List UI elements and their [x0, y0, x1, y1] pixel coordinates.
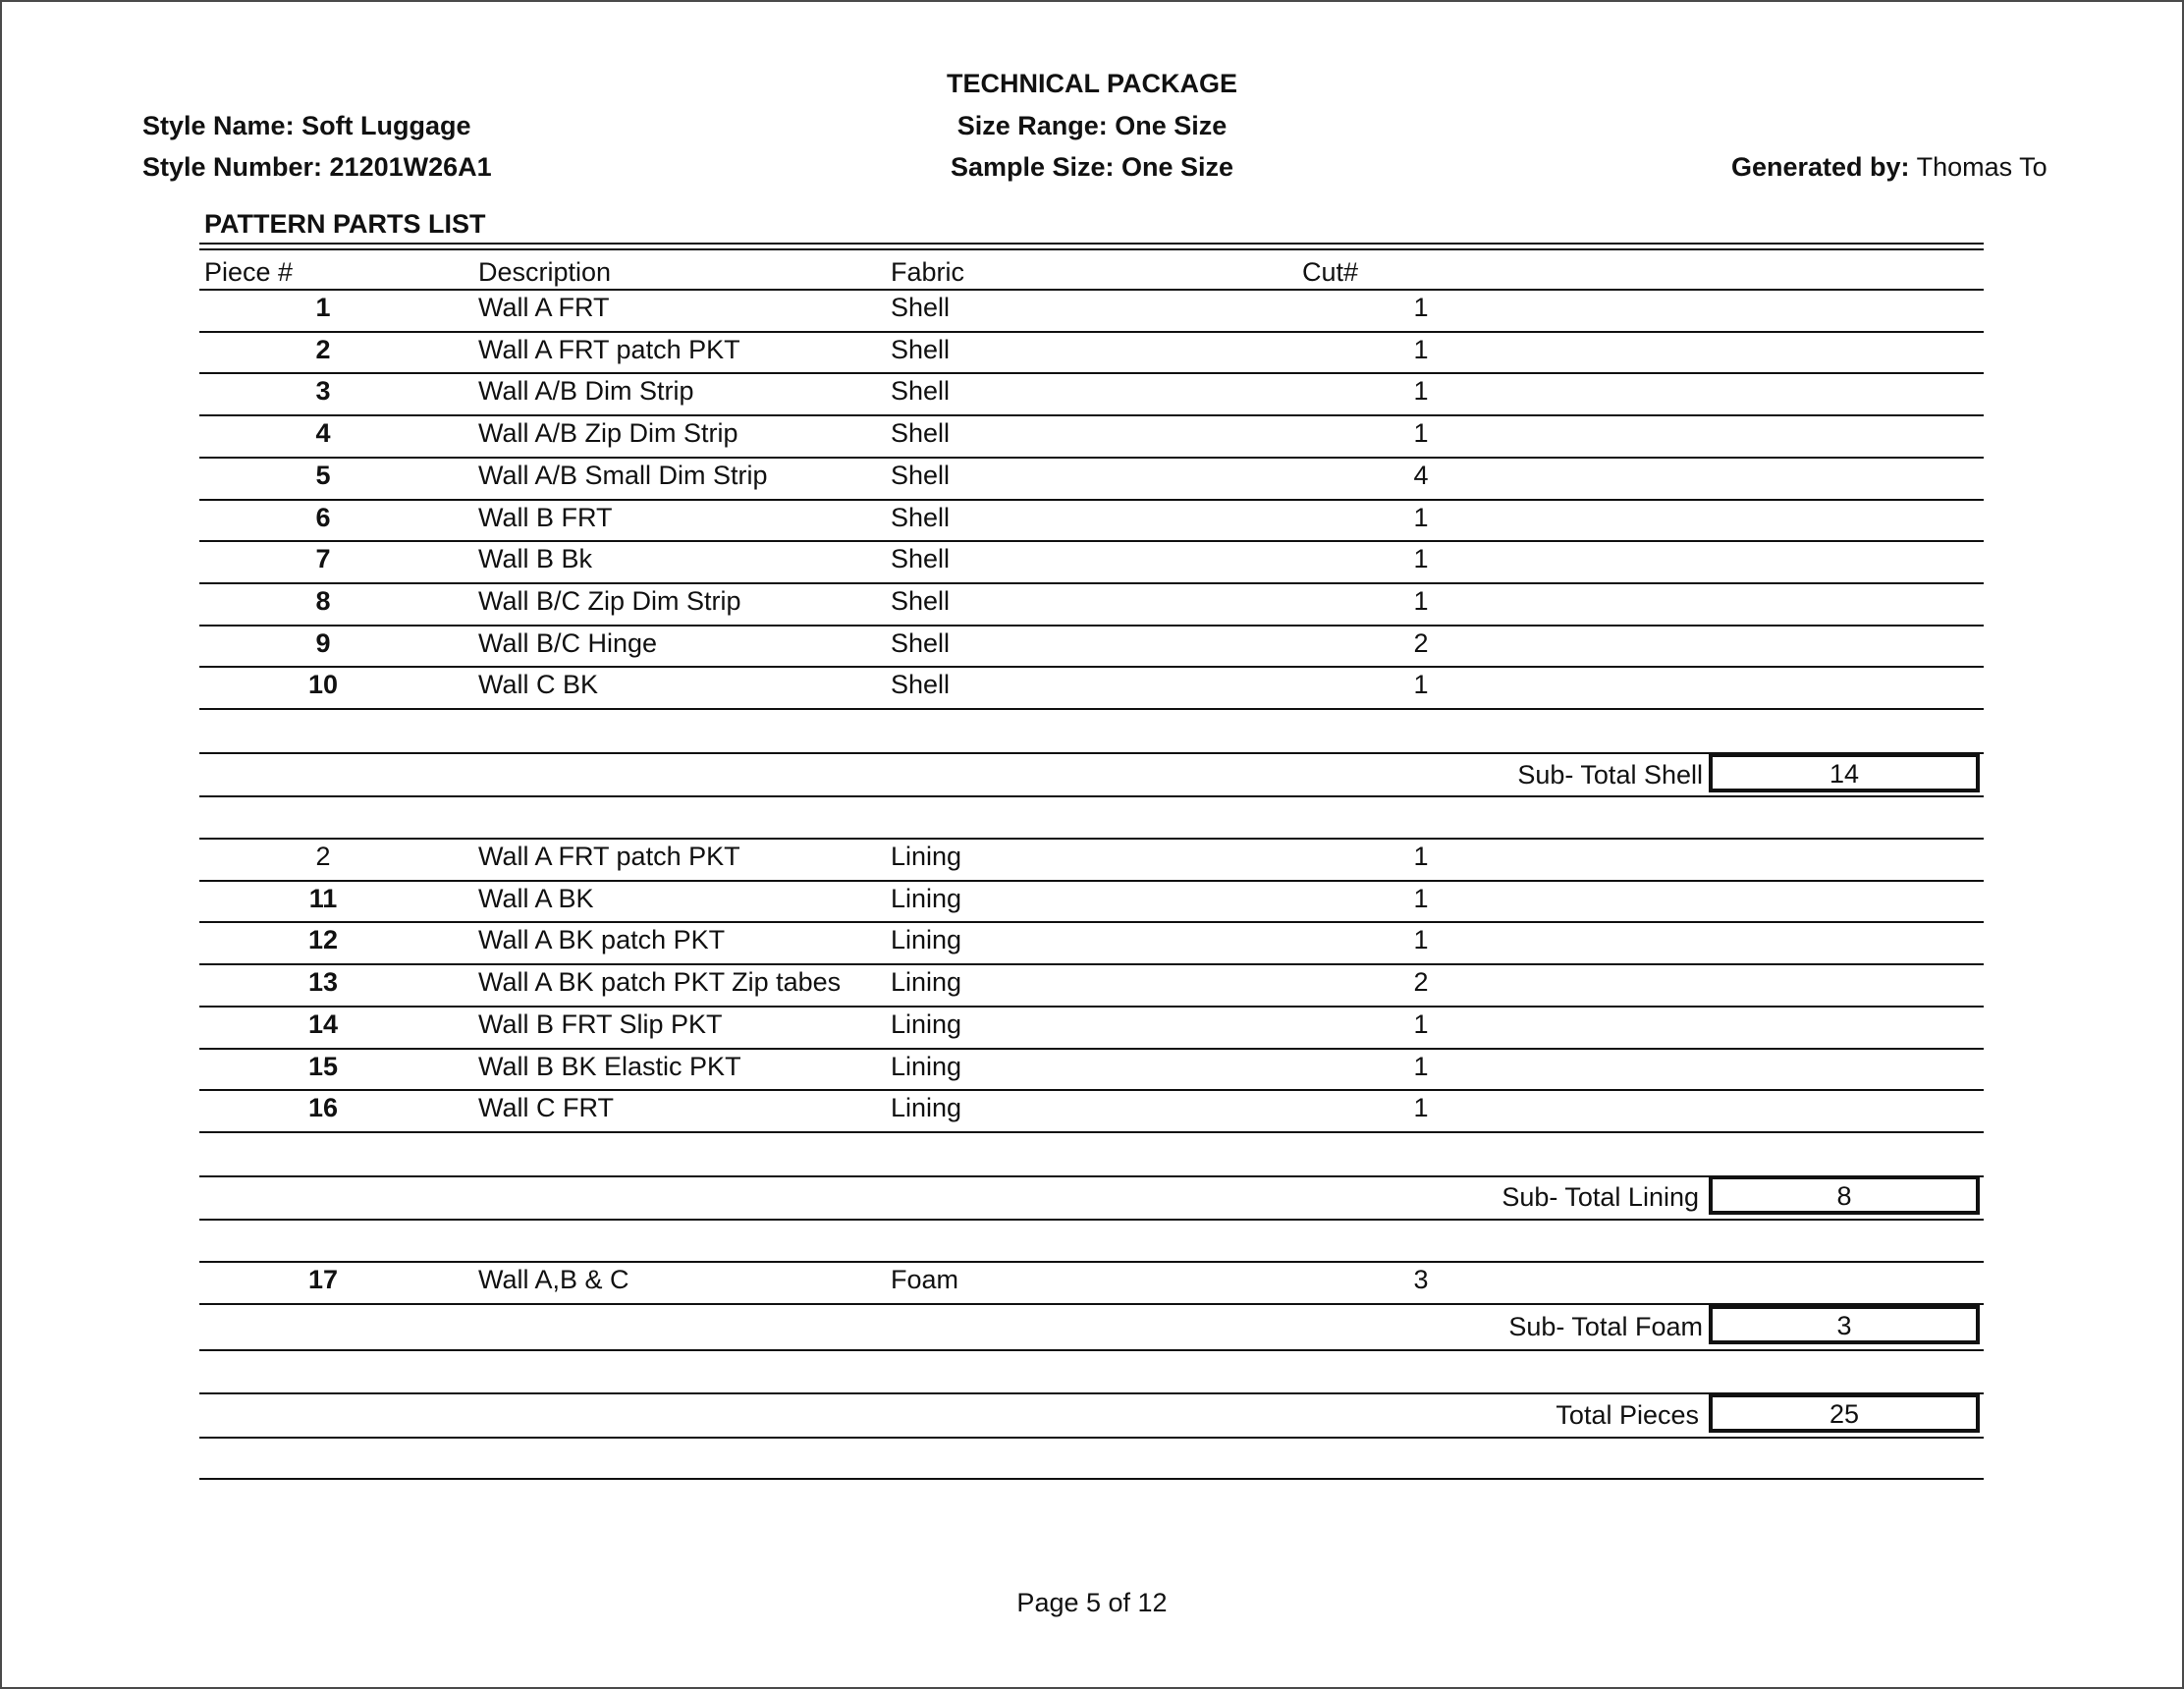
piece-fabric: Shell	[891, 461, 951, 490]
piece-number: 14	[307, 1009, 339, 1039]
piece-cut-count: 1	[1413, 503, 1429, 532]
piece-description: Wall A/B Small Dim Strip	[478, 461, 768, 490]
piece-description: Wall B FRT Slip PKT	[478, 1009, 723, 1039]
row-rule	[199, 1261, 1984, 1263]
row-rule	[199, 1349, 1984, 1351]
piece-fabric: Lining	[891, 842, 962, 871]
row-rule	[199, 1006, 1984, 1008]
row-rule	[199, 708, 1984, 710]
piece-description: Wall A FRT	[478, 293, 610, 322]
piece-description: Wall A BK patch PKT Zip tabes	[478, 967, 842, 997]
row-rule	[199, 457, 1984, 459]
piece-description: Wall A BK patch PKT	[478, 925, 726, 954]
piece-number: 17	[307, 1265, 339, 1294]
piece-number: 13	[307, 967, 339, 997]
piece-fabric: Lining	[891, 967, 962, 997]
subtotal-lining-value: 8	[1709, 1175, 1980, 1215]
piece-fabric: Shell	[891, 670, 951, 699]
piece-fabric: Lining	[891, 1052, 962, 1081]
column-header-fabric: Fabric	[891, 257, 965, 287]
piece-cut-count: 1	[1413, 418, 1429, 448]
piece-cut-count: 3	[1413, 1265, 1429, 1294]
row-rule	[199, 963, 1984, 965]
piece-description: Wall C FRT	[478, 1093, 614, 1122]
row-rule	[199, 414, 1984, 416]
subtotal-shell-value: 14	[1709, 753, 1980, 792]
piece-fabric: Lining	[891, 1093, 962, 1122]
document-title: TECHNICAL PACKAGE	[946, 69, 1238, 98]
piece-cut-count: 1	[1413, 335, 1429, 364]
subtotal-foam-value: 3	[1709, 1305, 1980, 1344]
header-rule-top	[199, 243, 1984, 245]
row-rule	[199, 289, 1984, 291]
row-rule	[199, 1437, 1984, 1439]
column-header-piece: Piece #	[204, 257, 294, 287]
piece-cut-count: 1	[1413, 544, 1429, 573]
piece-description: Wall A,B & C	[478, 1265, 629, 1294]
piece-fabric: Lining	[891, 884, 962, 913]
piece-number: 10	[307, 670, 339, 699]
piece-cut-count: 1	[1413, 293, 1429, 322]
piece-number: 4	[315, 418, 331, 448]
row-rule	[199, 1089, 1984, 1091]
piece-fabric: Shell	[891, 586, 951, 616]
row-rule	[199, 582, 1984, 584]
piece-number: 15	[307, 1052, 339, 1081]
piece-fabric: Shell	[891, 418, 951, 448]
row-rule	[199, 1131, 1984, 1133]
piece-cut-count: 1	[1413, 586, 1429, 616]
column-header-cut: Cut#	[1302, 257, 1359, 287]
piece-cut-count: 1	[1413, 884, 1429, 913]
column-header-description: Description	[478, 257, 612, 287]
generated-by	[1731, 152, 2048, 183]
piece-fabric: Lining	[891, 1009, 962, 1039]
piece-number: 7	[315, 544, 331, 573]
row-rule	[199, 372, 1984, 374]
piece-fabric: Shell	[891, 544, 951, 573]
row-rule	[199, 1048, 1984, 1050]
piece-description: Wall B/C Zip Dim Strip	[478, 586, 741, 616]
subtotal-foam-label: Sub- Total Foam	[1508, 1312, 1703, 1341]
sample-size: Sample Size: One Size	[950, 152, 1234, 182]
piece-cut-count: 2	[1413, 628, 1429, 658]
piece-cut-count: 1	[1413, 376, 1429, 406]
piece-number: 12	[307, 925, 339, 954]
row-rule	[199, 540, 1984, 542]
piece-fabric: Shell	[891, 335, 951, 364]
total-pieces-label: Total Pieces	[1556, 1400, 1699, 1430]
piece-number: 2	[315, 335, 331, 364]
style-name: Style Name: Soft Luggage	[142, 111, 471, 140]
subtotal-shell-label: Sub- Total Shell	[1517, 760, 1703, 790]
piece-fabric: Shell	[891, 293, 951, 322]
piece-number: 2	[315, 842, 331, 871]
piece-description: Wall A BK	[478, 884, 594, 913]
piece-cut-count: 4	[1413, 461, 1429, 490]
piece-number: 1	[315, 293, 331, 322]
piece-cut-count: 1	[1413, 842, 1429, 871]
piece-fabric: Shell	[891, 376, 951, 406]
piece-fabric: Lining	[891, 925, 962, 954]
piece-cut-count: 2	[1413, 967, 1429, 997]
piece-cut-count: 1	[1413, 1052, 1429, 1081]
piece-description: Wall C BK	[478, 670, 599, 699]
piece-description: Wall A FRT patch PKT	[478, 335, 740, 364]
piece-cut-count: 1	[1413, 1009, 1429, 1039]
piece-number: 3	[315, 376, 331, 406]
row-rule	[199, 838, 1984, 840]
piece-number: 6	[315, 503, 331, 532]
row-rule	[199, 795, 1984, 797]
piece-number: 8	[315, 586, 331, 616]
page-number: Page 5 of 12	[1016, 1588, 1168, 1617]
section-title: PATTERN PARTS LIST	[204, 209, 486, 239]
row-rule	[199, 625, 1984, 627]
row-rule	[199, 331, 1984, 333]
piece-description: Wall B BK Elastic PKT	[478, 1052, 741, 1081]
piece-cut-count: 1	[1413, 1093, 1429, 1122]
piece-description: Wall A FRT patch PKT	[478, 842, 740, 871]
piece-cut-count: 1	[1413, 670, 1429, 699]
row-rule	[199, 666, 1984, 668]
total-pieces-value: 25	[1709, 1393, 1980, 1433]
style-number: Style Number: 21201W26A1	[142, 152, 492, 182]
piece-description: Wall B Bk	[478, 544, 593, 573]
header-rule-bottom	[199, 248, 1984, 250]
piece-description: Wall A/B Dim Strip	[478, 376, 694, 406]
piece-description: Wall B/C Hinge	[478, 628, 658, 658]
piece-fabric: Foam	[891, 1265, 959, 1294]
subtotal-lining-label: Sub- Total Lining	[1502, 1182, 1699, 1212]
row-rule	[199, 499, 1984, 501]
piece-description: Wall B FRT	[478, 503, 613, 532]
generated-by-label: Generated by:	[1731, 152, 1910, 182]
piece-fabric: Shell	[891, 503, 951, 532]
piece-number: 11	[308, 884, 338, 913]
piece-description: Wall A/B Zip Dim Strip	[478, 418, 738, 448]
piece-fabric: Shell	[891, 628, 951, 658]
row-rule	[199, 1219, 1984, 1221]
piece-cut-count: 1	[1413, 925, 1429, 954]
size-range: Size Range: One Size	[956, 111, 1228, 140]
row-rule	[199, 921, 1984, 923]
generated-by-value: Thomas To	[1916, 152, 2048, 182]
piece-number: 5	[315, 461, 331, 490]
row-rule	[199, 1478, 1984, 1480]
piece-number: 9	[315, 628, 331, 658]
piece-number: 16	[307, 1093, 339, 1122]
row-rule	[199, 880, 1984, 882]
